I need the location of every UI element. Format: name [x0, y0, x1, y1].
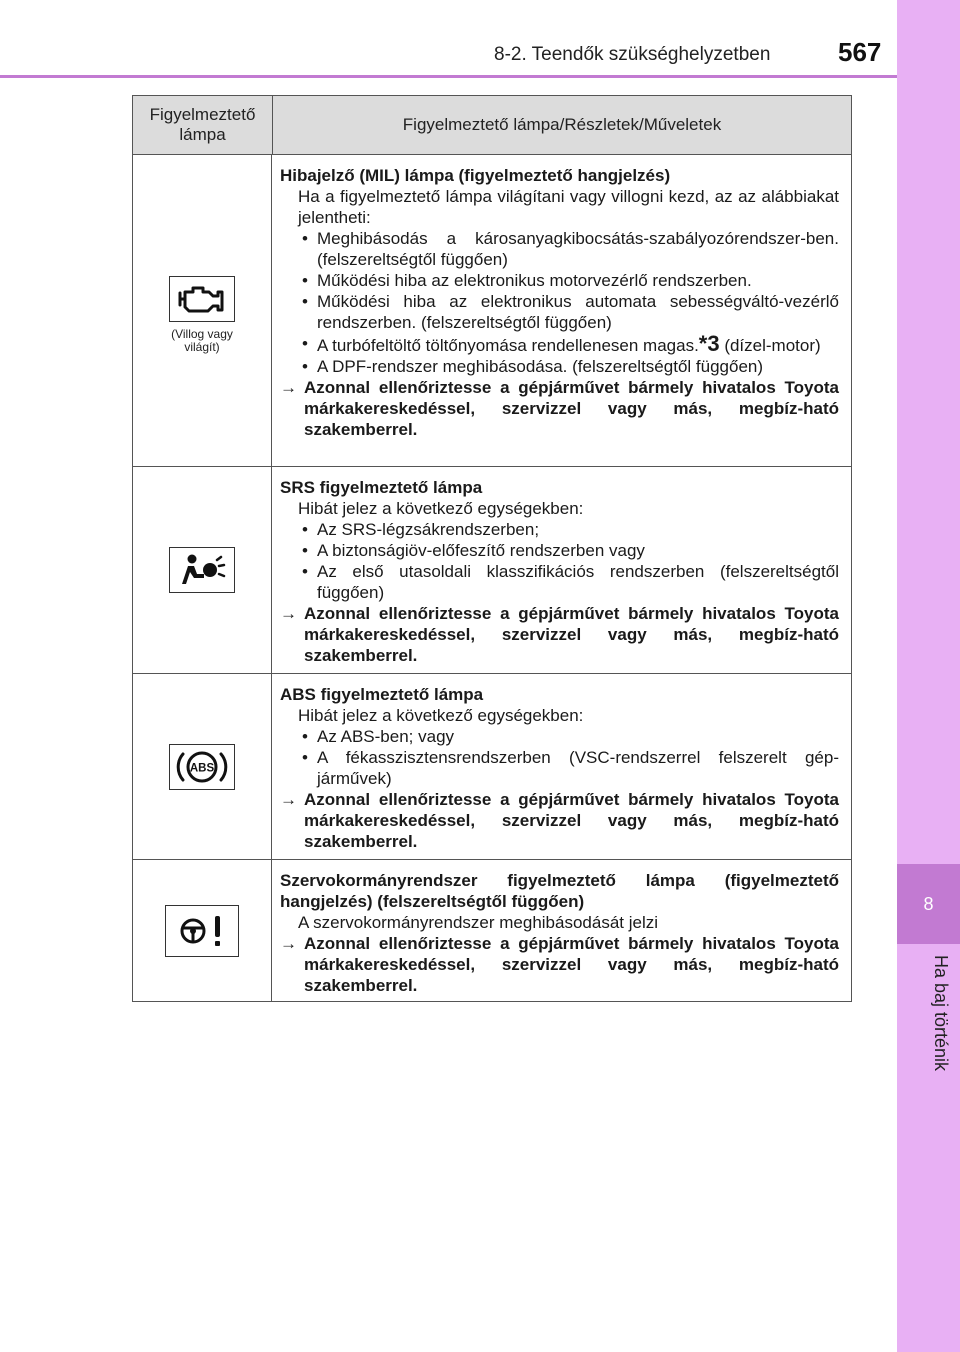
- list-item: • Működési hiba az elektronikus automata sebességváltó-vezérlő rendszerben. (felszereltségtől függően): [280, 291, 839, 333]
- arrow-icon: →: [280, 934, 297, 953]
- check-engine-icon: [176, 283, 228, 315]
- table-row: [133, 155, 851, 467]
- list-item: • Működési hiba az elektronikus motorvezérlő rendszerben.: [280, 270, 839, 291]
- abs-icon-label: ABS: [189, 762, 215, 774]
- action-line: [280, 933, 839, 996]
- lamp-box: [169, 276, 235, 322]
- action-text: Azonnal ellenőriztesse a gépjárművet bármely hivatalos Toyota márkakereskedéssel, szervizzel vagy más, megbíz-ható szakemberrel.: [304, 934, 839, 995]
- airbag-icon: [177, 552, 227, 588]
- arrow-icon: →: [280, 790, 297, 809]
- power-steering-icon: [171, 910, 233, 952]
- list-item-text: A turbófeltöltő töltőnyomása rendellenesen magas.: [317, 336, 699, 355]
- lamp-box: [169, 547, 235, 593]
- col-header-details: Figyelmeztető lámpa/Részletek/Műveletek: [402, 115, 722, 134]
- lamp-box: [169, 744, 235, 790]
- lamp-cell: [133, 674, 272, 859]
- arrow-icon: →: [280, 604, 297, 623]
- details-cell: [272, 860, 851, 1001]
- header-rule: [0, 75, 897, 78]
- list-item: • Az első utasoldali klasszifikációs rendszerben (felszereltségtől függően): [280, 561, 839, 603]
- list-item: • Az ABS-ben; vagy: [280, 726, 839, 747]
- lamp-box: [165, 905, 239, 957]
- details-cell: [272, 155, 851, 466]
- row-intro: A szervokormányrendszer meghibásodását jelzi: [298, 913, 659, 932]
- lamp-cell: [133, 155, 272, 466]
- action-line: [280, 377, 839, 440]
- list-item: • A DPF-rendszer meghibásodása. (felszereltségtől függően): [280, 356, 839, 377]
- lamp-cell: [133, 860, 272, 1001]
- details-cell: [272, 674, 851, 859]
- row-intro: Hibát jelez a következő egységekben:: [298, 706, 584, 725]
- list-item: • A biztonságiöv-előfeszítő rendszerben vagy: [280, 540, 839, 561]
- row-title: Szervokormányrendszer figyelmeztető lámpa (figyelmeztető hangjelzés) (felszereltségtől függően): [280, 871, 839, 911]
- table-row: [133, 860, 851, 1001]
- details-cell: [272, 467, 851, 673]
- lamp-note: (Villog vagy világít): [171, 326, 233, 354]
- warning-lamp-table: [132, 95, 852, 1002]
- table-header: [133, 96, 851, 155]
- row-title: Hibajelző (MIL) lámpa (figyelmeztető hangjelzés): [280, 166, 671, 185]
- lamp-cell: [133, 467, 272, 673]
- side-tab: [897, 0, 960, 1352]
- page-number: 567: [838, 37, 882, 67]
- arrow-icon: →: [280, 378, 297, 397]
- list-item: • A fékasszisztensrendszerben (VSC-rendszerrel felszerelt gép-járművek): [280, 747, 839, 789]
- abs-icon: [174, 747, 230, 787]
- chapter-number: 8: [897, 864, 960, 944]
- table-row: [133, 674, 851, 860]
- list-item: [280, 333, 839, 356]
- action-line: [280, 603, 839, 666]
- list-item: • Az SRS-légzsákrendszerben;: [280, 519, 839, 540]
- list-item: • Meghibásodás a károsanyagkibocsátás-szabályozórendszer-ben. (felszereltségtől függően): [280, 228, 839, 270]
- row-intro: Hibát jelez a következő egységekben:: [298, 499, 584, 518]
- row-title: SRS figyelmeztető lámpa: [280, 478, 483, 497]
- row-intro: Ha a figyelmeztető lámpa világítani vagy villogni kezd, az az alábbiakat jelentheti:: [298, 187, 839, 227]
- col-header-lamp: Figyelmeztető lámpa: [133, 96, 273, 154]
- action-text: Azonnal ellenőriztesse a gépjárművet bármely hivatalos Toyota márkakereskedéssel, szervizzel vagy más, megbíz-ható szakemberrel.: [304, 378, 839, 439]
- table-row: [133, 467, 851, 674]
- section-title: 8-2. Teendők szükséghelyzetben: [494, 44, 771, 65]
- row-title: ABS figyelmeztető lámpa: [280, 685, 484, 704]
- footnote-ref: *3: [698, 331, 720, 356]
- list-item-tail: (dízel-motor): [719, 336, 821, 355]
- action-text: Azonnal ellenőriztesse a gépjárművet bármely hivatalos Toyota márkakereskedéssel, szervizzel vagy más, megbíz-ható szakemberrel.: [304, 790, 839, 851]
- action-line: [280, 789, 839, 852]
- action-text: Azonnal ellenőriztesse a gépjárművet bármely hivatalos Toyota márkakereskedéssel, szervizzel vagy más, megbíz-ható szakemberrel.: [304, 604, 839, 665]
- chapter-name: Ha baj történik: [931, 955, 951, 1072]
